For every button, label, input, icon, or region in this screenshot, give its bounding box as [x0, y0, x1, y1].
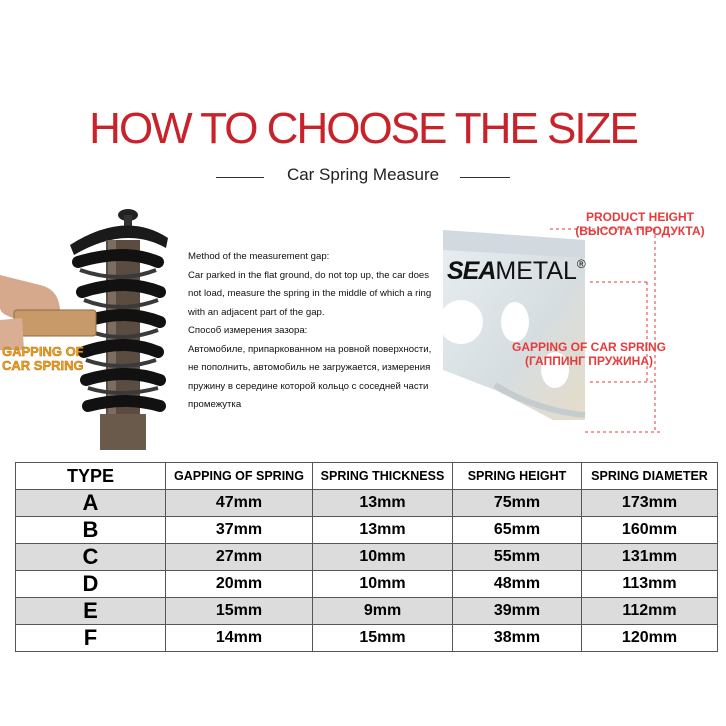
product-gap-label-line-2: (ГАППИНГ ПРУЖИНА) — [525, 354, 653, 368]
cell-type: F — [16, 625, 166, 652]
table-row — [16, 544, 718, 571]
cell-type: E — [16, 598, 166, 625]
method-ru-heading: Способ измерения зазора: — [188, 325, 308, 336]
left-gap-label — [2, 345, 84, 373]
table-row — [16, 625, 718, 652]
cell-type: D — [16, 571, 166, 598]
subtitle: Car Spring Measure — [286, 165, 440, 184]
cell-diameter: 112mm — [582, 598, 718, 625]
cell-diameter: 113mm — [582, 571, 718, 598]
cell-type: A — [16, 490, 166, 517]
product-gap-label — [486, 340, 692, 368]
cell-diameter: 131mm — [582, 544, 718, 571]
subtitle-rule-right — [460, 177, 510, 178]
left-gap-label-line-1: GAPPING OF — [2, 344, 84, 359]
cell-thickness: 13mm — [313, 490, 453, 517]
shock-absorber-image — [0, 200, 180, 450]
brand-logo — [447, 257, 586, 286]
subtitle-row — [0, 165, 726, 187]
header-height: SPRING HEIGHT — [453, 463, 582, 490]
registered-mark: ® — [576, 257, 586, 271]
cell-height: 65mm — [453, 517, 582, 544]
cell-thickness: 10mm — [313, 544, 453, 571]
cell-gapping: 20mm — [166, 571, 313, 598]
header-gapping: GAPPING OF SPRING — [166, 463, 313, 490]
cell-diameter: 160mm — [582, 517, 718, 544]
product-height-label — [560, 210, 720, 238]
size-table — [15, 462, 718, 652]
cell-gapping: 14mm — [166, 625, 313, 652]
table-header-row — [16, 463, 718, 490]
cell-gapping: 37mm — [166, 517, 313, 544]
cell-height: 75mm — [453, 490, 582, 517]
header-type: TYPE — [16, 463, 166, 490]
cell-type: B — [16, 517, 166, 544]
method-en-body: Car parked in the flat ground, do not top up, the car does not load, measure the spring in the middle of which a ring with an adjacent part of the gap. — [188, 269, 432, 318]
brand-logo-bold: SEA — [447, 257, 496, 285]
measurement-method-text — [188, 248, 438, 415]
table-row — [16, 598, 718, 625]
method-ru-body: Автомобиле, припаркованном на ровной поверхности, не пополнить, автомобиль не загружается, измерения пружину в середине которой кольцо с соседней части промежутка — [188, 343, 432, 410]
table-row — [16, 490, 718, 517]
product-spacer-image — [435, 210, 726, 450]
cell-height: 48mm — [453, 571, 582, 598]
cell-height: 39mm — [453, 598, 582, 625]
product-gap-label-line-1: GAPPING OF CAR SPRING — [511, 340, 666, 354]
cell-diameter: 173mm — [582, 490, 718, 517]
cell-gapping: 27mm — [166, 544, 313, 571]
product-height-label-line-2: (ВЫСОТА ПРОДУКТА) — [575, 224, 705, 238]
page-title: HOW TO CHOOSE THE SIZE — [89, 104, 637, 153]
table-row — [16, 517, 718, 544]
cell-height: 38mm — [453, 625, 582, 652]
cell-thickness: 9mm — [313, 598, 453, 625]
table-row — [16, 571, 718, 598]
product-height-label-line-1: PRODUCT HEIGHT — [586, 210, 694, 224]
cell-diameter: 120mm — [582, 625, 718, 652]
cell-gapping: 47mm — [166, 490, 313, 517]
cell-thickness: 10mm — [313, 571, 453, 598]
header-thickness: SPRING THICKNESS — [313, 463, 453, 490]
cell-thickness: 13mm — [313, 517, 453, 544]
cell-type: C — [16, 544, 166, 571]
cell-height: 55mm — [453, 544, 582, 571]
left-gap-label-line-2: CAR SPRING — [2, 358, 84, 373]
cell-gapping: 15mm — [166, 598, 313, 625]
cell-thickness: 15mm — [313, 625, 453, 652]
method-en-heading: Method of the measurement gap: — [188, 251, 330, 262]
header-diameter: SPRING DIAMETER — [582, 463, 718, 490]
brand-logo-rest: METAL — [495, 257, 577, 285]
